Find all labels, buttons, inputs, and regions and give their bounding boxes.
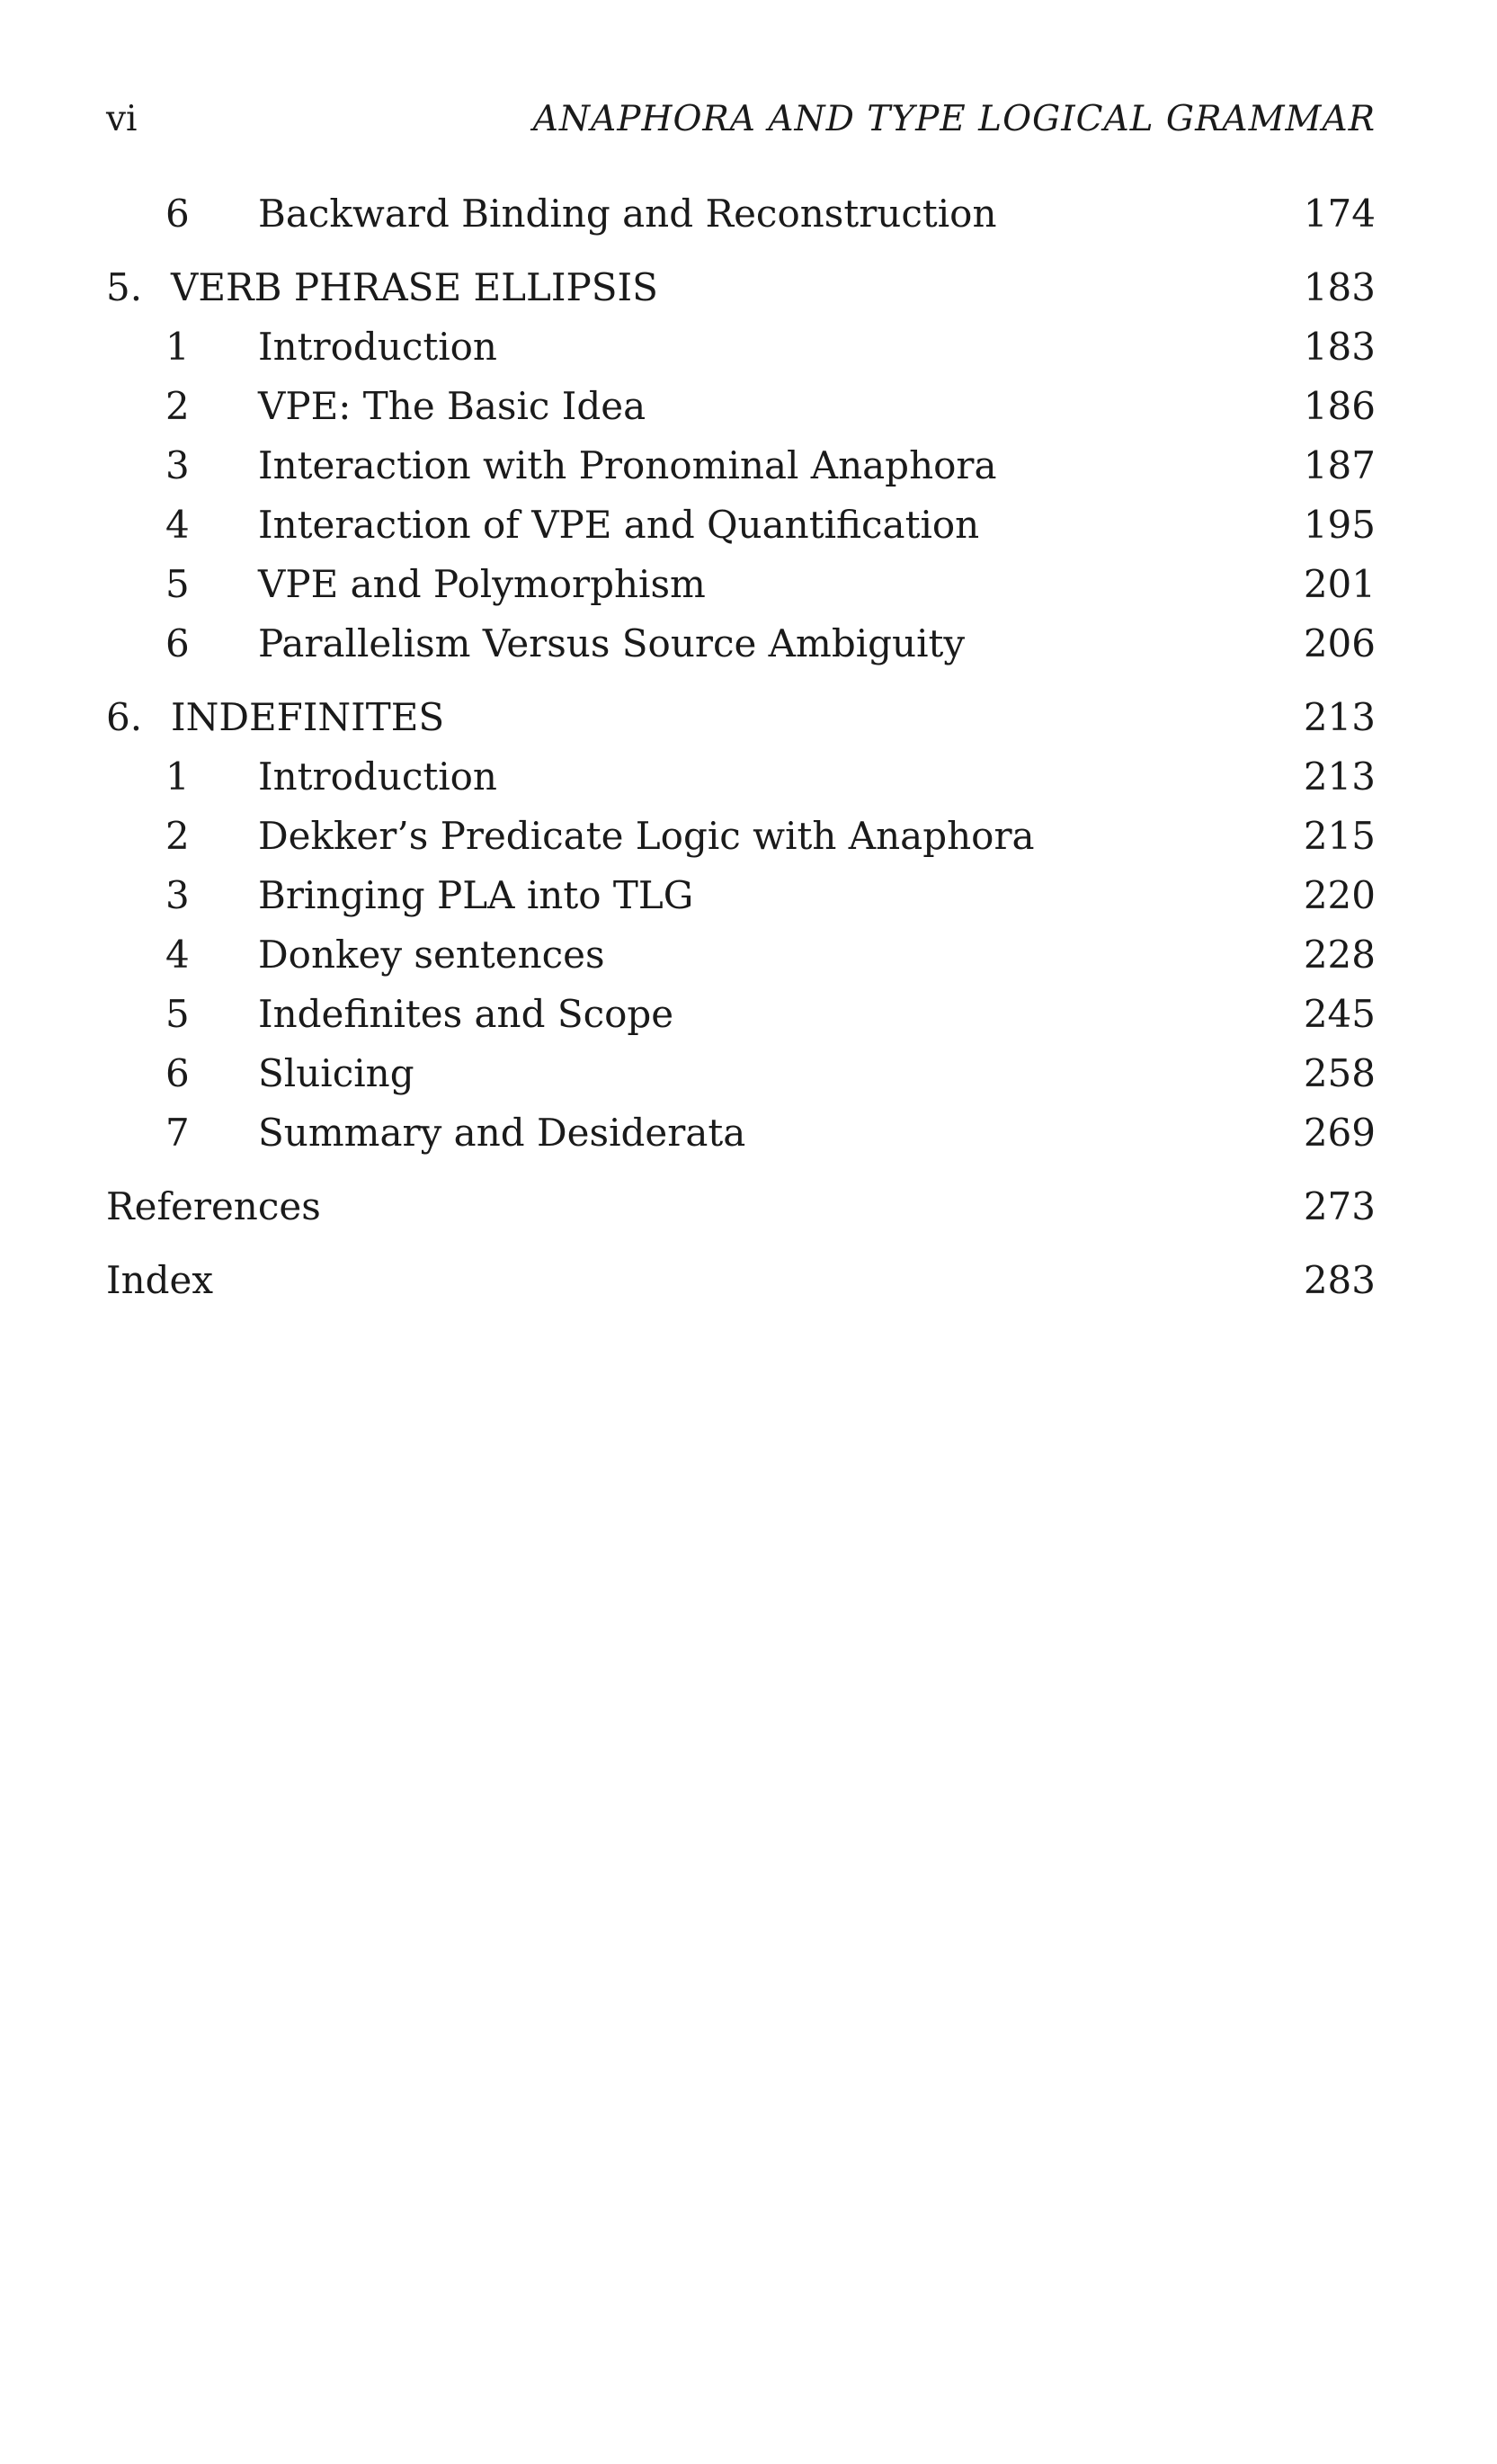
- section-page-number: 213: [1303, 754, 1376, 799]
- section-title: Interaction with Pronominal Anaphora: [258, 443, 997, 487]
- references-page-number: 273: [1303, 1184, 1376, 1228]
- section-page-number: 187: [1303, 443, 1376, 487]
- toc-section-row[interactable]: [106, 184, 1376, 244]
- section-number: 6: [165, 192, 190, 236]
- section-number: 4: [165, 933, 190, 977]
- section-page-number: 269: [1303, 1111, 1376, 1155]
- toc-section-row[interactable]: [106, 807, 1376, 866]
- chapter-number: 5.: [106, 265, 143, 309]
- section-title: Indefinites and Scope: [258, 992, 674, 1036]
- section-number: 7: [165, 1111, 190, 1155]
- section-page-number: 195: [1303, 503, 1376, 547]
- section-title: Backward Binding and Reconstruction: [258, 192, 997, 236]
- section-page-number: 174: [1303, 192, 1376, 236]
- section-title: Introduction: [258, 325, 497, 369]
- toc-chapter-row-6[interactable]: [106, 688, 1376, 747]
- section-number: 6: [165, 1051, 190, 1095]
- chapter-title: INDEFINITES: [171, 695, 445, 739]
- chapter-title: VERB PHRASE ELLIPSIS: [171, 265, 658, 309]
- toc-section-row[interactable]: [106, 495, 1376, 555]
- section-number: 3: [165, 443, 190, 487]
- section-number: 2: [165, 384, 190, 428]
- section-page-number: 183: [1303, 325, 1376, 369]
- section-number: 3: [165, 873, 190, 917]
- section-title: Interaction of VPE and Quantification: [258, 503, 980, 547]
- toc-index-row[interactable]: [106, 1251, 1376, 1310]
- toc-references-row[interactable]: [106, 1177, 1376, 1236]
- references-title: References: [106, 1184, 321, 1228]
- section-title: Introduction: [258, 754, 497, 799]
- index-title: Index: [106, 1258, 214, 1302]
- section-title: Parallelism Versus Source Ambiguity: [258, 621, 966, 665]
- section-title: Donkey sentences: [258, 933, 605, 977]
- section-number: 4: [165, 503, 190, 547]
- section-title: Dekker’s Predicate Logic with Anaphora: [258, 814, 1035, 858]
- toc-section-row[interactable]: [106, 985, 1376, 1044]
- chapter-number: 6.: [106, 695, 143, 739]
- toc-section-row[interactable]: [106, 436, 1376, 495]
- section-page-number: 215: [1303, 814, 1376, 858]
- section-title: VPE and Polymorphism: [258, 562, 706, 606]
- chapter-page-number: 183: [1303, 265, 1376, 309]
- section-title: VPE: The Basic Idea: [258, 384, 646, 428]
- section-title: Bringing PLA into TLG: [258, 873, 694, 917]
- toc-section-row[interactable]: [106, 317, 1376, 377]
- toc-section-row[interactable]: [106, 925, 1376, 985]
- toc-section-row[interactable]: [106, 555, 1376, 614]
- section-number: 1: [165, 754, 190, 799]
- chapter-page-number: 213: [1303, 695, 1376, 739]
- toc-section-row[interactable]: [106, 1044, 1376, 1103]
- toc-section-row[interactable]: [106, 377, 1376, 436]
- section-number: 2: [165, 814, 190, 858]
- section-number: 1: [165, 325, 190, 369]
- section-title: Sluicing: [258, 1051, 414, 1095]
- toc-chapter-row-5[interactable]: [106, 258, 1376, 317]
- section-page-number: 220: [1303, 873, 1376, 917]
- section-page-number: 201: [1303, 562, 1376, 606]
- section-page-number: 186: [1303, 384, 1376, 428]
- table-of-contents: [106, 184, 1376, 1310]
- section-number: 5: [165, 992, 190, 1036]
- section-page-number: 258: [1303, 1051, 1376, 1095]
- running-title: ANAPHORA AND TYPE LOGICAL GRAMMAR: [532, 99, 1376, 139]
- toc-section-row[interactable]: [106, 747, 1376, 807]
- section-page-number: 245: [1303, 992, 1376, 1036]
- index-page-number: 283: [1303, 1258, 1376, 1302]
- section-number: 6: [165, 621, 190, 665]
- section-number: 5: [165, 562, 190, 606]
- section-page-number: 228: [1303, 933, 1376, 977]
- page-header: [106, 99, 1376, 153]
- toc-section-row[interactable]: [106, 1103, 1376, 1163]
- section-title: Summary and Desiderata: [258, 1111, 746, 1155]
- toc-section-row[interactable]: [106, 614, 1376, 674]
- section-page-number: 206: [1303, 621, 1376, 665]
- toc-section-row[interactable]: [106, 866, 1376, 925]
- page-folio: vi: [106, 99, 138, 139]
